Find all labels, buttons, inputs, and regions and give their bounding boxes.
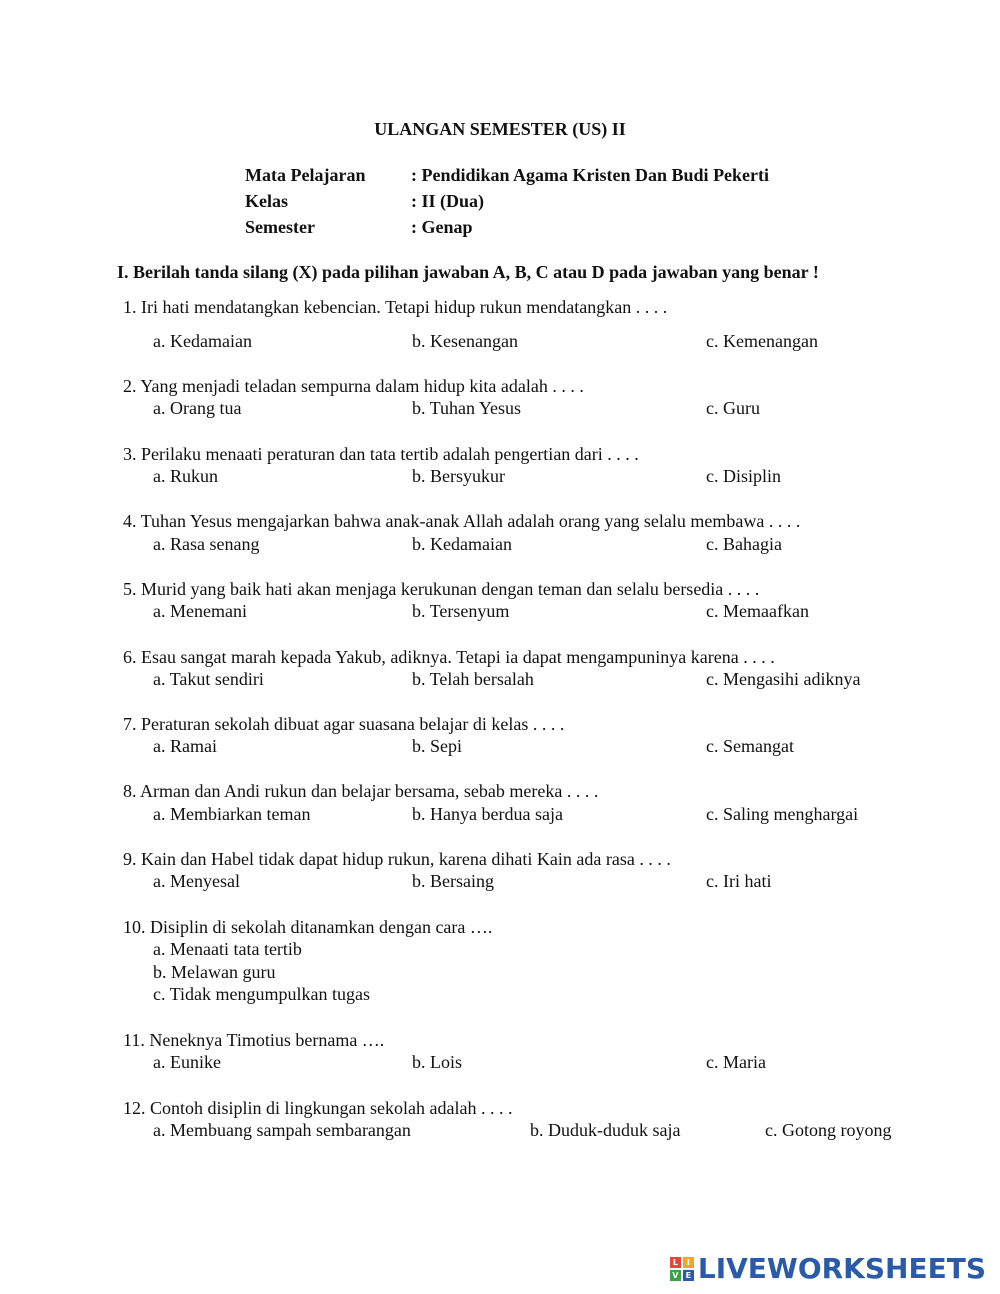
logo-icon [670,1257,694,1281]
question-text: 6. Esau sangat marah kepada Yakub, adiknya. Tetapi ia dapat mengampuninya karena . . . . [123,647,775,667]
answer-option[interactable]: c. Iri hati [706,871,772,891]
answer-option[interactable]: c. Guru [706,398,760,418]
answer-option[interactable]: a. Kedamaian [153,331,252,351]
question-text: 9. Kain dan Habel tidak dapat hidup rukun, karena dihati Kain ada rasa . . . . [123,849,671,869]
question-text: 12. Contoh disiplin di lingkungan sekolah adalah . . . . [123,1098,513,1118]
page-title: ULANGAN SEMESTER (US) II [374,119,626,139]
answer-option[interactable]: b. Hanya berdua saja [412,804,563,824]
logo-letter: V [670,1270,681,1281]
logo-letter: I [683,1257,694,1268]
answer-option[interactable]: b. Tersenyum [412,601,510,621]
answer-option[interactable]: c. Bahagia [706,534,782,554]
answer-option[interactable]: c. Gotong royong [765,1120,892,1140]
answer-option[interactable]: a. Orang tua [153,398,242,418]
question-text: 2. Yang menjadi teladan sempurna dalam hidup kita adalah . . . . [123,376,584,396]
brand-name: LIVEWORKSHEETS [697,1252,986,1285]
answer-option[interactable]: c. Disiplin [706,466,781,486]
answer-option[interactable]: a. Menemani [153,601,247,621]
answer-option[interactable]: b. Tuhan Yesus [412,398,522,418]
answer-option[interactable]: b. Lois [412,1052,463,1072]
meta-label: Kelas [245,191,288,211]
meta-value: : II (Dua) [411,191,485,211]
answer-option[interactable]: b. Telah bersalah [412,669,534,689]
answer-option[interactable]: b. Sepi [412,736,463,756]
answer-option[interactable]: b. Duduk-duduk saja [530,1120,681,1140]
answer-option[interactable]: c. Mengasihi adiknya [706,669,861,689]
answer-option[interactable]: b. Bersyukur [412,466,505,486]
answer-option[interactable]: a. Takut sendiri [153,669,264,689]
logo-letter: E [683,1270,694,1281]
meta-value: : Pendidikan Agama Kristen Dan Budi Pekerti [411,165,770,185]
answer-option[interactable]: c. Semangat [706,736,794,756]
question-text: 1. Iri hati mendatangkan kebencian. Tetapi hidup rukun mendatangkan . . . . [123,297,668,317]
answer-option[interactable]: a. Membuang sampah sembarangan [153,1120,411,1140]
meta-label: Semester [245,217,315,237]
logo-letter: L [670,1257,681,1268]
answer-option[interactable]: c. Memaafkan [706,601,809,621]
answer-option[interactable]: c. Maria [706,1052,766,1072]
meta-label: Mata Pelajaran [245,165,366,185]
answer-option[interactable]: a. Rasa senang [153,534,260,554]
answer-option[interactable]: a. Rukun [153,466,218,486]
answer-option[interactable]: b. Kedamaian [412,534,512,554]
question-text: 7. Peraturan sekolah dibuat agar suasana belajar di kelas . . . . [123,714,565,734]
section-instruction: I. Berilah tanda silang (X) pada pilihan jawaban A, B, C atau D pada jawaban yang benar ! [117,262,819,282]
answer-option[interactable]: a. Membiarkan teman [153,804,311,824]
answer-option[interactable]: b. Kesenangan [412,331,518,351]
question-text: 11. Neneknya Timotius bernama …. [123,1030,385,1050]
answer-option[interactable]: a. Eunike [153,1052,221,1072]
question-text: 10. Disiplin di sekolah ditanamkan dengan cara …. [123,917,493,937]
question-text: 8. Arman dan Andi rukun dan belajar bersama, sebab mereka . . . . [123,781,599,801]
liveworksheets-logo [670,1252,986,1285]
answer-option[interactable]: a. Menyesal [153,871,240,891]
answer-option[interactable]: a. Menaati tata tertib [153,939,302,959]
answer-option[interactable]: b. Bersaing [412,871,494,891]
answer-option[interactable]: b. Melawan guru [153,962,276,982]
question-text: 4. Tuhan Yesus mengajarkan bahwa anak-anak Allah adalah orang yang selalu membawa . . . . [123,511,801,531]
meta-value: : Genap [411,217,473,237]
answer-option[interactable]: a. Ramai [153,736,217,756]
question-text: 5. Murid yang baik hati akan menjaga kerukunan dengan teman dan selalu bersedia . . . . [123,579,760,599]
answer-option[interactable]: c. Kemenangan [706,331,818,351]
question-text: 3. Perilaku menaati peraturan dan tata tertib adalah pengertian dari . . . . [123,444,639,464]
answer-option[interactable]: c. Saling menghargai [706,804,859,824]
answer-option[interactable]: c. Tidak mengumpulkan tugas [153,984,370,1004]
